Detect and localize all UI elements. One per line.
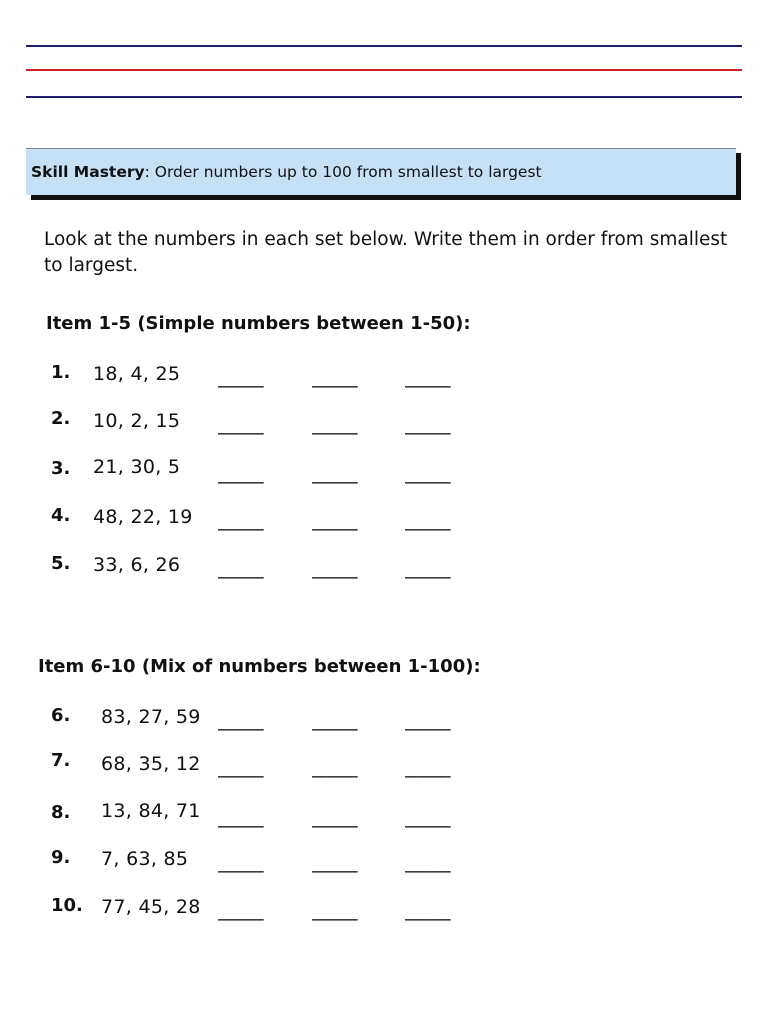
list-item (0, 750, 768, 780)
answer-blank: _____ (312, 413, 357, 435)
answer-blank: _____ (312, 366, 357, 388)
answer-blank: _____ (312, 462, 357, 484)
list-item (0, 802, 768, 832)
item-numbers: 21, 30, 5 (93, 456, 181, 478)
item-number: 4. (51, 505, 71, 526)
answer-blank: _____ (405, 462, 450, 484)
item-numbers: 10, 2, 15 (93, 410, 181, 432)
item-number: 7. (51, 750, 71, 771)
item-number: 8. (51, 802, 71, 823)
answer-blank: _____ (218, 806, 263, 828)
answer-blank: _____ (405, 806, 450, 828)
item-number: 2. (51, 408, 71, 429)
answer-blank: _____ (405, 509, 450, 531)
answer-blank: _____ (405, 413, 450, 435)
answer-blank: _____ (218, 557, 263, 579)
item-number: 1. (51, 362, 71, 383)
item-number: 10. (51, 895, 83, 916)
answer-blank: _____ (405, 756, 450, 778)
header-rule-middle (26, 69, 742, 71)
list-item (0, 895, 768, 925)
header-rule-top (26, 45, 742, 47)
instructions: Look at the numbers in each set below. Write them in order from smallest to largest. (44, 229, 728, 276)
item-numbers: 18, 4, 25 (93, 363, 181, 385)
item-numbers: 77, 45, 28 (101, 896, 201, 918)
answer-blank: _____ (218, 899, 263, 921)
list-item (0, 408, 768, 438)
header-rule-bottom (26, 96, 742, 98)
answer-blank: _____ (312, 851, 357, 873)
list-item (0, 705, 768, 735)
answer-blank: _____ (218, 509, 263, 531)
list-item (0, 505, 768, 535)
answer-blank: _____ (405, 557, 450, 579)
answer-blank: _____ (312, 509, 357, 531)
section-title-2: Item 6-10 (Mix of numbers between 1-100): (38, 656, 481, 677)
item-number: 6. (51, 705, 71, 726)
list-item (0, 458, 768, 488)
answer-blank: _____ (312, 709, 357, 731)
answer-blank: _____ (218, 709, 263, 731)
answer-blank: _____ (218, 413, 263, 435)
answer-blank: _____ (405, 709, 450, 731)
item-number: 5. (51, 553, 71, 574)
item-numbers: 68, 35, 12 (101, 753, 201, 775)
item-number: 3. (51, 458, 71, 479)
answer-blank: _____ (218, 756, 263, 778)
item-numbers: 33, 6, 26 (93, 554, 181, 576)
section-title-1: Item 1-5 (Simple numbers between 1-50): (46, 313, 471, 334)
item-numbers: 83, 27, 59 (101, 706, 201, 728)
skill-mastery-label: Skill Mastery (31, 163, 145, 181)
answer-blank: _____ (218, 462, 263, 484)
answer-blank: _____ (218, 851, 263, 873)
list-item (0, 362, 768, 392)
list-item (0, 847, 768, 877)
answer-blank: _____ (312, 557, 357, 579)
item-numbers: 13, 84, 71 (101, 800, 201, 822)
item-number: 9. (51, 847, 71, 868)
answer-blank: _____ (218, 366, 263, 388)
skill-mastery-banner (26, 148, 736, 195)
skill-mastery-text: : Order numbers up to 100 from smallest to largest (144, 163, 542, 181)
answer-blank: _____ (312, 806, 357, 828)
answer-blank: _____ (312, 756, 357, 778)
list-item (0, 553, 768, 583)
answer-blank: _____ (405, 851, 450, 873)
item-numbers: 7, 63, 85 (101, 848, 189, 870)
answer-blank: _____ (405, 899, 450, 921)
answer-blank: _____ (312, 899, 357, 921)
answer-blank: _____ (405, 366, 450, 388)
item-numbers: 48, 22, 19 (93, 506, 193, 528)
